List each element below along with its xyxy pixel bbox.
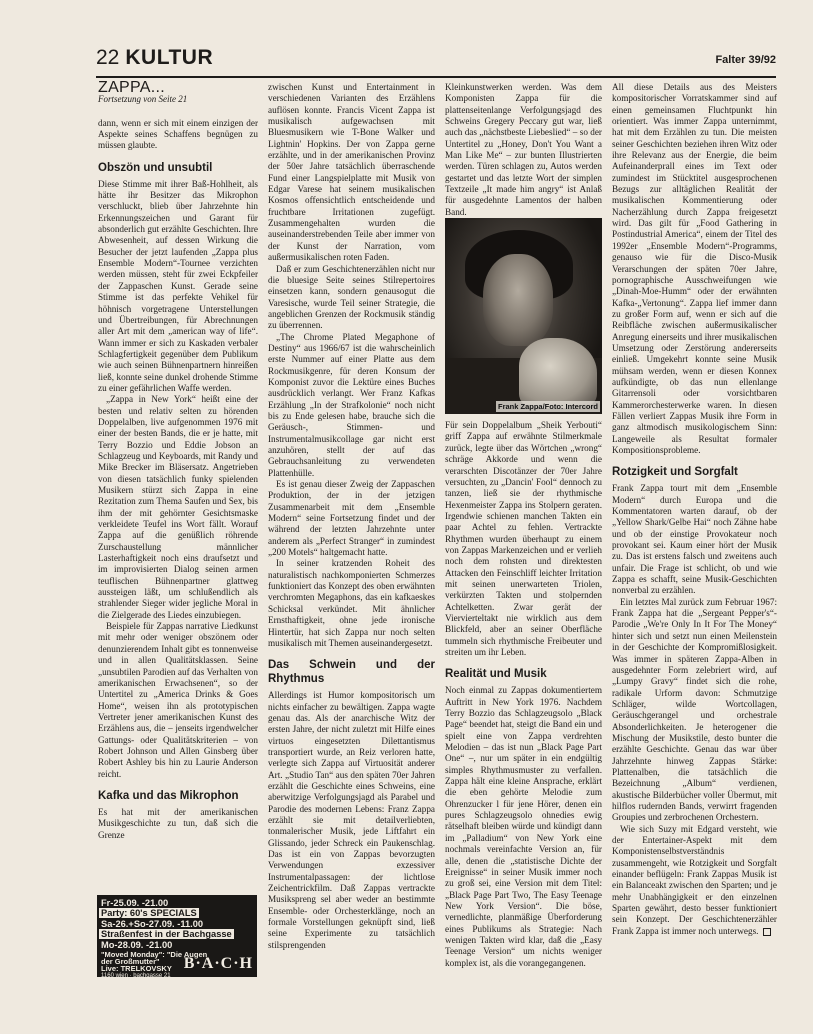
zappa-photo <box>445 218 602 414</box>
paragraph: Diese Stimme mit ihrer Baß-Hohlheit, als hätte ihr Besitzer das Mikrophon verschluckt, blieb über Jahrzehnte hin Erkennungszeichen und Garant für absonderlich gut erzählte Geschichten. Ihre Abwesenheit, auf dessen Wirkung die Besucher der jetzt laufenden „Zappa plus Ensemble Modern“-Tournee verzichten werden müssen, steht für zwei Eckpfeiler der Zappaschen Kunst. Gerade seine Stimme ist das perfekte Vehikel für höhnisch vorgetragene Unterstellungen und Übertreibungen, für Abrechnungen aller Art mit dem „american way of life“. Wann immer er sich zu Kaskaden verbaler Schlagfertigkeit gegenüber dem Publikum wie auch seinen Bühnenpartnern hinreißen ließ, konnte seine dunkel drohende Stimme zu einer gefährlichen Waffe werden. <box>98 178 258 393</box>
ad-line-6: "Moved Monday": "Die Augen <box>101 950 208 959</box>
paragraph: Allerdings ist Humor kompositorisch um nichts einfacher zu bewältigen. Zappa wagte genau das. Als der anarchische Witz der ersten Jahre, der nicht zuletzt mit Hilfe eines virtuos eingesetzten Dilettantismus transportiert wurde, an Reiz verloren hatte, verlegte sich Zappa auf Virtuosität anderer Art. „Studio Tan“ aus den späten 70er Jahren erzählt die Geschichte eines Schweins, eine aberwitzige Verfolgungsjagd als Parabel und Parodie des modernen Lebens: Franz Zappa erzählt sie mit detailverliebten, tonmalerischer Musik, jede Liftfahrt ein Glissando, jeder Schreck ein Paukenschlag. Das ist ein von Zappas bevorzugten Verwendungen exzessiver Instrumentalpassagen: der lichtlose Zeichentrickfilm. Daß Zappas vertrackte Musikspreng sel aber weder an bestimmte Ensemble- oder Orchesterklänge, noch an formale Vorstellungen geknüpft sind, ließ seine Experimente zu tatsächlich stilsprengenden <box>268 690 435 950</box>
photo-cat-shape <box>519 338 597 408</box>
ad-line-1: Fr-25.09. -21.00 <box>101 898 169 908</box>
section-heading: Rotzigkeit und Sorgfalt <box>612 466 738 479</box>
section-heading: Realität und Musik <box>445 668 547 681</box>
column-3 <box>445 82 602 969</box>
paragraph: Für sein Doppelalbum „Sheik Yerbouti“ griff Zappa auf erwähnte Stilmerkmale zurück, legte über das Wörtchen „wrong“ schräge Akkorde und wenn die verarschten Discotänzer der 70er Jahre versuchten, zu „Dancin' Fool“ dennoch zu tanzen, ließ sie der rhythmische Hexenmeister Zappa ins Stolpern geraten. Irgendwie schienen manchen Takten ein paar Achtel zu fehlen. Vertrackte Rhythmen wurden überhaupt zu einem von Zappas Markenzeichen und er verlieh noch dem rohsten und direktesten Attacken den Feinschliff leichter Irritation mit seinen unerwarteten Triolen, verkürzten Takten und stolpernden Achtelketten. Zwar gerät der Viervierteltakt nie wirklich aus dem Blickfeld, aber an seiner Oberfläche tummeln sich rhythmische Freibeuter und streiten um ihr Leben. <box>445 420 602 657</box>
end-of-article-icon <box>763 928 771 936</box>
paragraph: All diese Details aus des Meisters kompositorischer Vorratskammer sind auf einen gemeinsamen Fluchtpunkt hin orientiert. Was immer Zappa unternimmt, hat mit dem Erzählen zu tun. Die meisten seiner Geschichten beziehen ihren Witz oder ihre Relevanz aus der Energie, die beim Aufeinanderprall eines im Text oder zumindest im Stücktitel ausgesprochenen Bezugs zur alltäglichen Realität der musikalischen Kommentierung oder Nacherzählung durch Zappa freigesetzt wird. Das gilt für „Food Gathering in Postindustrial America“, einem der Titel des 1992er „Ensemble Modern“-Programms, genauso wie für die Disco-Musik Verarschungen der späten 70er Jahre, pornographische Ausschweifungen wie „Dinah-Moe-Humm“ oder der erwähnten Kafka-„Vertonung“. Zappa lief immer dann zu großer Form auf, wenn er sich auf die Reibfläche zwischen außermusikalischer Anregung einerseits und ihrer musikalischen Umsetzung oder Zerstörung andererseits einließ. Umgekehrt konnte seine Musik mühsam werden, wenn er diesen Konnex aufkündigte, ob das nun ellenlange Gitarrensoli oder vorsichtbaren Kammerorchesterwerke waren. In diesen Fällen verliert Zappas Musik ihre Form in ganz altmodisch musikologischem Sinn: Langeweile als Resultat formaler Kompositionsprobleme. <box>612 82 777 455</box>
paragraph: Ein letztes Mal zurück zum Februar 1967: Frank Zappa hat die „Sergeant Pepper's“-Parodie „We're Only In It For The Money“ hinter sich und setzt nun einen Meilenstein in der Geschichte der Kompromißlosigkeit. Was immer in späteren Zappa-Alben in ausgedehnter Form zelebriert wird, auf „Lumpy Gravy“ findet sich die rohe, radikale Urform davon: Schmutzige Schläger, wilde Wortcollagen, Geräuschgerangel und orchestrale Absonderlichkeiten. Je heterogener die Mischung der Musikstile, desto bunter die erzählte Geschichte. Genau das war über Jahrzehnte hinweg Zappas Stärke: Plattenalben, die tatsächlich die Bezeichnung „Album“ verdienen, akustische Bilderbücher voller Übermut, mit hilflos rudernden Bands, verwirrt fragenden Groupies und zerbrochenen Orchestern. <box>612 596 777 823</box>
bach-advertisement <box>97 895 257 977</box>
closing-paragraph-text: Wie sich Suzy mit Edgard versteht, wie der Entertainer-Aspekt mit dem Komponistenselbstverständnis zusammengeht, wie Rotzigkeit und Sorgfalt einander beflügeln: Frank Zappas Musik ist ein Balanceakt zwischen den Sparten; und je mehr Unabhängigkeit er den einzelnen Sparten gewährt, desto besser funktioniert sein Konzept. Der Geschichtenerzähler Frank Zappa ist immer noch unterwegs. <box>612 823 777 936</box>
column-2 <box>268 82 435 951</box>
page-header <box>96 44 776 78</box>
paragraph: „The Chrome Plated Megaphone of Destiny“ aus 1966/67 ist die wahrscheinlich erste Nummer auf einer Platte aus dem Rockmusikgenre, für deren Konsum der Komponist zuvor die Lektüre eines Buches ausdrücklich verlangt. Wer Franz Kafkas Erzählung „In der Strafkolonie“ noch nicht bis zu Ende gelesen habe, brauche sich die Geräusch-, Stimmen- und Instrumentalmusikcollage gar nicht erst anzuhören, stellt der auf das Gebrauchsanleitung zu verwendeten Plattenhülle. <box>268 331 435 478</box>
bach-logo: B·A·C·H <box>183 955 253 972</box>
paragraph: zwischen Kunst und Entertainment in verschiedenen Varianten des Erzählens auflösen konnte. Francis Vicent Zappa ist musikalisch aufgewachsen mit Bluesmusikern wie T-Bone Walker und Lightnin' Hopkins. Der von Zappa gerne erzählte, und in der amerikanischen Provinz der 50er Jahre tatsächlich überraschende Fund einer Langspielplatte mit Musik von Edgar Varese hat seinem musikalischen Kosmos offensichtlich entscheidende und fruchtbare Irritationen zugefügt. Zusammengehalten wurden die auseinanderstrebenden Teile aber immer von der Kunst der Narration, vom außermusikalischen roten Faden. <box>268 82 435 263</box>
paragraph <box>612 824 777 937</box>
paragraph: In seiner kratzenden Roheit des naturalistisch nachkomponierten Schmerzes funktioniert das Konzept des oben erwähnten verchromten Megaphons, das ein kafkaeskes Schicksal verkündet. Mit ähnlicher Ernsthaftigkeit, ohne jede ironische Hintertür, hat sich Zappa nur noch selten musikalisch mit Themen auseinandergesetzt. <box>268 558 435 648</box>
article-subtitle: Fortsetzung von Seite 21 <box>98 94 188 105</box>
photo-credit: Frank Zappa/Foto: Intercord <box>497 401 598 411</box>
ad-line-4: Straßenfest in der Bachgasse <box>101 929 232 939</box>
paragraph: Frank Zappa tourt mit dem „Ensemble Modern“ durch Europa und die Kommentatoren warten darauf, ob der „Yellow Shark/Gelbe Hai“ noch Zähne habe und ob der einstige Provokateur noch provokant sei. Kaum einer hört der Musik zu. Das ist erstens falsch und zweitens auch unfair. Die Frage ist schlicht, ob und wie Zappa es schafft, seine Musik-Geschichten nonverbal zu erzählen. <box>612 483 777 596</box>
paragraph: Kleinkunstwerken werden. Was dem Komponisten Zappa für die plattenseitenlange Verfolgungsjagd des Schweins Gregery Peccary gut war, ließ auch das „nächstbeste Liebeslied“ – so der Untertitel zu „Honey, Don't You Want a Man Like Me“ – zur bunten Illustrierten werden. Türen schlagen zu, Autos werden gestartet und das letzte Wort der simplen Textzeile „It made him angry“ ist Anlaß für ausgedehnte Lamentos der halben Band. <box>445 82 602 217</box>
paragraph: Beispiele für Zappas narrative Liedkunst mit mehr oder weniger obszönem oder denunzierendem Inhalt gibt es tonnenweise und in allen Qualitätsklassen. Seine „unsubtilen Parodien auf das Verhalten von amerikanischen Erwachsenen“, so der Untertitel zu „America Drinks & Goes Home“, weisen ihn als prototypischen Vertreter jener amerikanischen Kunst des Erzählens aus, die – jenseits irgendwelcher Gattungs- oder Qualitätskriterien – von Robert Johnson und Allen Ginsberg über Robert Ashley bis hin zu Laurie Anderson reicht. <box>98 621 258 779</box>
paragraph: Noch einmal zu Zappas dokumentiertem Auftritt in New York 1976. Nachdem Terry Bozzio das Schlagzeugsolo „Black Page“ beendet hat, steigt die Band ein und spielt eine von Zappa verdrehten Melodien – das ist nun „Black Page Part One“ –, nur um später in ein endgültig simples Rhythmusmuster zu verfallen. Zappa hält eine kleine Ansprache, erklärt die eben gehörte Melodie zum Ohrenzucker l für jene Hörer, denen ein pures Schlagzeugsolo ohnedies ewig rätselhaft bleiben würde und kündigt dann im „Palladium“ von New York eine nochmals vereinfachte Version an, für alle, denen die „statistische Dichte der Ereignisse“ in seiner Musik immer noch zu groß sei, eine Version mit dem Titel: „Black Page Part Two, The Easy Teenage New York Version“. Die böse, vernedlichte, planmäßige Überforderung eines Publikums als Strategie: Nach wenigen Takten wird klar, daß die „Easy Teenage Version“ um nichts weniger komplex ist, als die vorangegangenen. <box>445 685 602 968</box>
section-heading: Kafka und das Mikrophon <box>98 789 239 802</box>
ad-line-5: Mo-28.09. -21.00 <box>101 940 173 950</box>
column-1 <box>98 79 258 841</box>
issue-label: Falter 39/92 <box>715 54 776 66</box>
photo-face-shape <box>483 254 553 346</box>
page-number: 22 <box>96 46 120 69</box>
paragraph: Daß er zum Geschichtenerzählen nicht nur die bluesige Seite seines Stilrepertoires einsetzen kann, sondern genausogut die Varesische, wurde Teil seiner Strategie, die angeblichen Grenzen der Rockmusik ständig zu überrennen. <box>268 263 435 331</box>
header-left <box>96 46 213 70</box>
ad-line-7: der Großmutter" <box>101 957 160 966</box>
paragraph: Es ist genau dieser Zweig der Zappaschen Produktion, der in der jetzigen Zusammenarbeit mit dem „Ensemble Modern“ seine Fortsetzung findet und der während der letzten Jahrzehnte unter anderem als „Perfect Stranger“ in zumindest „200 Motels“ haltgemacht hatte. <box>268 479 435 558</box>
section-title: KULTUR <box>125 46 214 69</box>
article-title: ZAPPA... <box>98 79 166 96</box>
paragraph: „Zappa in New York“ heißt eine der besten und relativ selten zu hörenden Doppelalben, live aufgenommen 1976 mit einer der besten Bands, die er je hatte, mit Terry Bozzio und Eddie Jobson an Schlagzeug und Keyboards, mit Randy und Mike Brecker im Bläsersatz. Angetrieben von diesen tatsächlich funky spielenden Musikern stürzt sich Zappa in eine Rezitation zum Thema Saufen und Sex, bis ihm der mit gehörnter Gesichtsmaske verkleidete Teufel ins Wort fällt. Worauf Zappa auf die genüßlich röhrende Zurschaustellung männlicher Lasterhaftigkeit noch eins draufsetzt und im improvisierten Dialog seinen armen teuflischen Bühnenpartner glattweg aussteigen läßt, um schlußendlich als strahlender Sieger wider jegliche Moral in die Zielgerade des Liedes einzubiegen. <box>98 394 258 620</box>
section-heading: Obszön und unsubtil <box>98 161 213 174</box>
ad-line-8: Live: TRELKOVSKY <box>101 964 172 973</box>
ad-line-2: Party: 60's SPECIALS <box>101 908 197 918</box>
column-4 <box>612 82 777 937</box>
section-heading: Das Schwein und der Rhythmus <box>268 659 435 686</box>
paragraph: dann, wenn er sich mit einem einzigen der Aspekte seines Schaffens begnügen zu müssen glaubte. <box>98 117 258 151</box>
ad-address: 1160 wien · bachgasse 21 <box>101 973 171 979</box>
ad-line-3: Sa-26.+So-27.09. -11.00 <box>101 919 204 929</box>
paragraph: Es hat mit der amerikanischen Musikgeschichte zu tun, daß sich die Grenze <box>98 806 258 840</box>
